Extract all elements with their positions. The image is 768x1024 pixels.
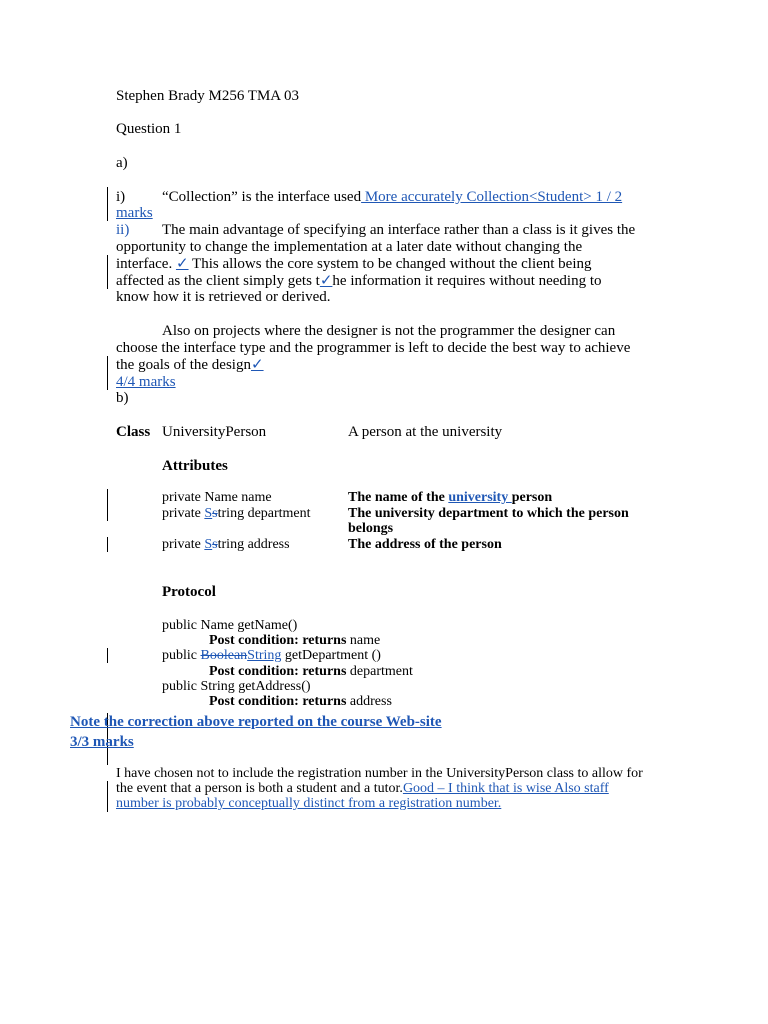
postcondition-getdepartment — [209, 664, 413, 679]
attribute-department-desc-2: belongs — [348, 521, 394, 536]
text-run: This allows the core system to be changed without the client being — [188, 256, 592, 272]
text-run: department — [346, 664, 413, 679]
part-b-marks: 3/3 marks — [70, 734, 134, 750]
item-ii-line-3 — [116, 256, 592, 273]
text-run: the goals of the design — [116, 357, 251, 373]
protocol-heading: Protocol — [162, 584, 216, 600]
deleted-text: s — [212, 537, 218, 552]
revision-bar — [107, 356, 108, 390]
revision-bar — [107, 537, 108, 552]
text-run: he information it requires without needing to — [332, 273, 602, 289]
closing-line-1: I have chosen not to include the registration number in the UniversityPerson class to allow for — [116, 766, 643, 781]
attribute-name-desc — [348, 490, 552, 505]
item-ii-line-4 — [116, 273, 602, 290]
question-heading: Question 1 — [116, 121, 182, 137]
item-ii-line-1: The main advantage of specifying an interface rather than a class is it gives the — [162, 222, 636, 238]
class-label: Class — [116, 424, 151, 440]
revision-bar — [107, 781, 108, 812]
para-line-3 — [116, 357, 264, 374]
attribute-address — [162, 537, 290, 552]
text-run: private — [162, 506, 205, 521]
attributes-heading: Attributes — [162, 458, 228, 474]
revision-bar — [107, 187, 108, 221]
checkmark-icon: ✓ — [319, 273, 333, 289]
tutor-marks-i: marks — [116, 205, 153, 221]
tutor-comment: Good – I think that is wise Also staff — [402, 781, 609, 796]
text-run: person — [511, 490, 553, 505]
text-run: getDepartment () — [281, 648, 381, 663]
method-getname: public Name getName() — [162, 618, 298, 633]
text-run: address — [346, 694, 392, 709]
attribute-name: private Name name — [162, 490, 272, 505]
item-ii-label: ii) — [116, 222, 130, 238]
class-name: UniversityPerson — [162, 424, 267, 440]
inserted-text: university — [448, 490, 512, 505]
tutor-note: Note the correction above reported on the course Web-site — [70, 714, 442, 730]
postcondition-getaddress — [209, 694, 392, 709]
revision-bar — [107, 255, 108, 289]
text-run: private — [162, 537, 205, 552]
text-run: Post condition: returns — [209, 633, 347, 648]
item-ii-line-2: opportunity to change the implementation at a later date without changing the — [116, 239, 583, 255]
inserted-text: S — [204, 506, 213, 521]
text-run: The name of the — [348, 490, 449, 505]
text-run: interface. — [116, 256, 173, 272]
closing-line-2 — [116, 781, 609, 796]
postcondition-getname — [209, 633, 380, 648]
method-getdepartment — [162, 648, 381, 663]
method-getaddress: public String getAddress() — [162, 679, 311, 694]
checkmark-icon: ✓ — [175, 256, 189, 272]
text-run: public — [162, 648, 201, 663]
checkmark-icon: ✓ — [250, 357, 264, 373]
text-run: Post condition: returns — [209, 694, 347, 709]
text-run: tring address — [217, 537, 290, 552]
para-line-1: Also on projects where the designer is not the programmer the designer can — [162, 323, 616, 339]
para-line-2: choose the interface type and the programmer is left to decide the best way to achieve — [116, 340, 631, 356]
text-run: tring department — [217, 506, 311, 521]
text-run: affected as the client simply gets t — [116, 273, 320, 289]
revision-bar — [107, 648, 108, 663]
item-i-answer: “Collection” is the interface used — [162, 189, 362, 205]
inserted-text: S — [204, 537, 213, 552]
item-i-label: i) — [116, 189, 126, 205]
attribute-address-desc: The address of the person — [348, 537, 502, 552]
deleted-text: s — [212, 506, 218, 521]
part-b-label: b) — [116, 390, 129, 406]
inserted-text: String — [247, 648, 282, 663]
part-a-label: a) — [116, 155, 128, 171]
part-a-marks: 4/4 marks — [116, 374, 176, 390]
class-description: A person at the university — [348, 424, 503, 440]
attribute-department-desc-1: The university department to which the person — [348, 506, 629, 521]
item-i-text — [162, 189, 622, 206]
document-header: Stephen Brady M256 TMA 03 — [116, 88, 300, 104]
attribute-department — [162, 506, 311, 521]
revision-bar — [107, 489, 108, 521]
text-run: the event that a person is both a student and a tutor. — [116, 781, 403, 796]
closing-line-3: number is probably conceptually distinct from a registration number. — [116, 796, 502, 811]
item-ii-line-5: know how it is retrieved or derived. — [116, 289, 331, 305]
tutor-comment: More accurately Collection<Student> 1 / 2 — [361, 189, 623, 205]
deleted-text: Boolean — [200, 648, 248, 663]
text-run: name — [346, 633, 381, 648]
text-run: Post condition: returns — [209, 664, 347, 679]
